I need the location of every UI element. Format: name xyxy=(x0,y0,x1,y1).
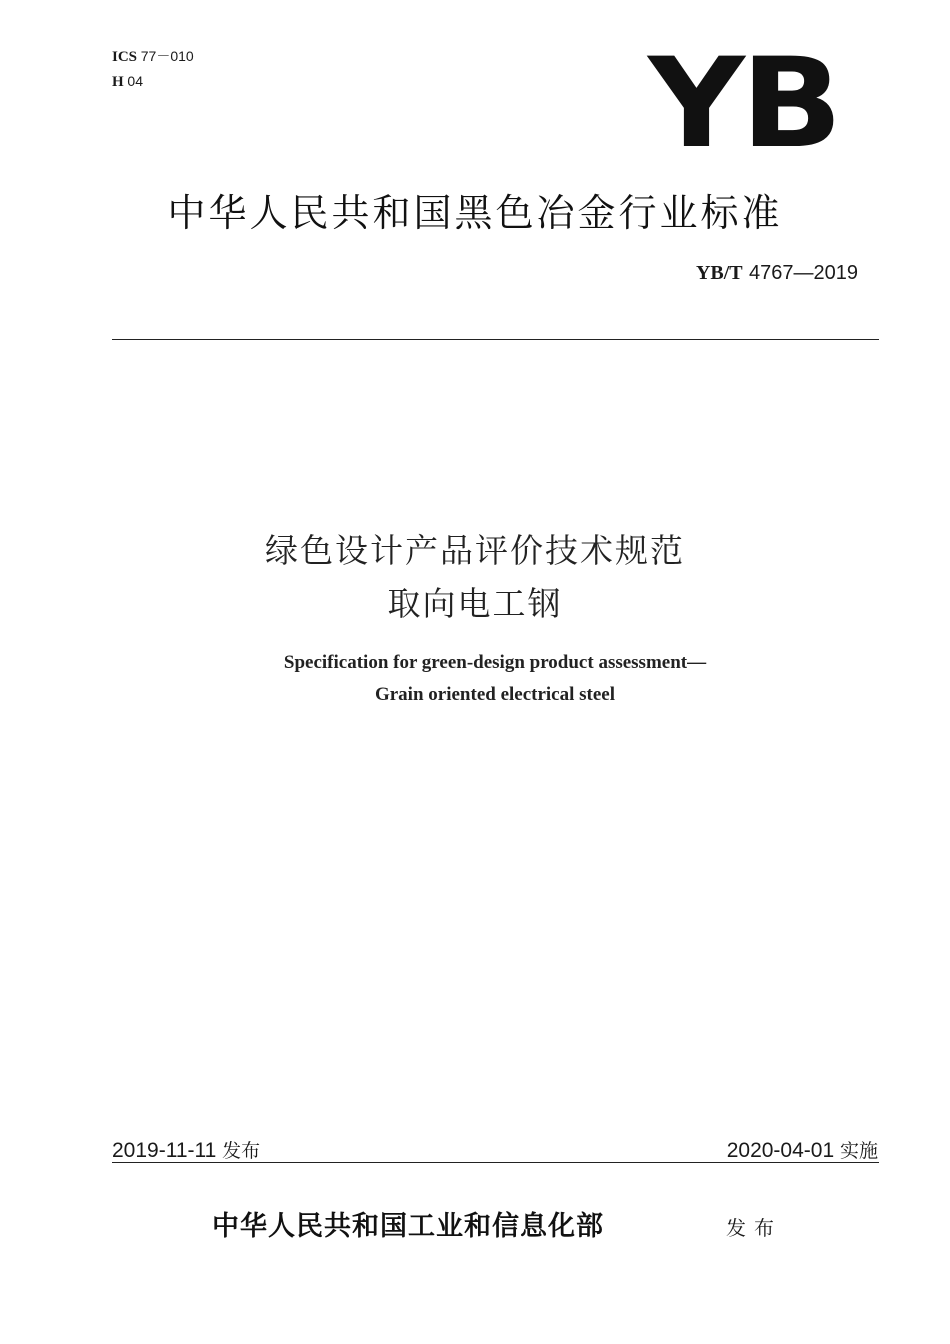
implement-label: 实施 xyxy=(839,1140,878,1162)
standard-number-value: 4767—2019 xyxy=(749,262,858,284)
implement-date-line xyxy=(727,1136,878,1163)
ccs-code xyxy=(112,69,194,94)
ccs-value: 04 xyxy=(127,73,143,89)
title-en-line2: Grain oriented electrical steel xyxy=(374,684,616,705)
publish-date-line xyxy=(112,1136,260,1163)
title-zh-line1: 绿色设计产品评价技术规范 xyxy=(265,531,685,570)
issuing-authority: 中华人民共和国工业和信息化部 xyxy=(212,1211,604,1242)
issue-label: 发布 xyxy=(726,1216,782,1240)
issuer-heading: 中华人民共和国黑色冶金行业标准 xyxy=(167,191,783,235)
bottom-divider xyxy=(112,1162,879,1163)
publish-date: 2019-11-11 xyxy=(112,1139,217,1162)
ccs-label: H xyxy=(112,74,124,90)
yb-logo: YB xyxy=(648,32,839,176)
standard-number-prefix: YB/T xyxy=(695,262,743,284)
standard-number xyxy=(696,260,858,285)
top-divider xyxy=(112,339,879,340)
implement-date: 2020-04-01 xyxy=(726,1139,835,1162)
title-zh-line2: 取向电工钢 xyxy=(387,584,563,623)
title-en-line1: Specification for green-design product assessment— xyxy=(283,652,707,673)
ics-label: ICS xyxy=(112,49,138,65)
classification-block xyxy=(112,44,194,94)
ics-code xyxy=(112,44,194,69)
publish-label: 发布 xyxy=(222,1140,261,1162)
ics-value: 77－010 xyxy=(140,48,194,64)
